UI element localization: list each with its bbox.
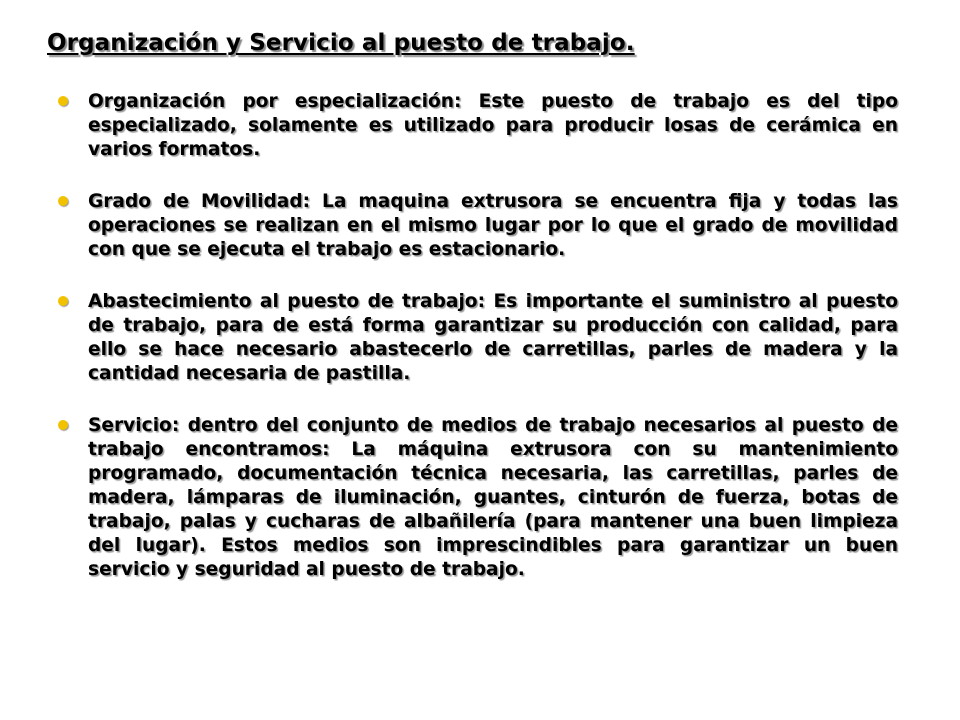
slide-title: Organización y Servicio al puesto de trabajo. (47, 30, 635, 56)
bullet-item-abastecimiento (58, 290, 898, 386)
bullet-item-movilidad (58, 190, 898, 262)
bullet-list (58, 90, 898, 610)
bullet-item-servicio (58, 414, 898, 582)
bullet-text: Abastecimiento al puesto de trabajo: Es importante el suministro al puesto de trabajo, para de está forma garantizar su producción con calidad, para ello se hace necesario abastecerlo de carretillas, parles de madera y la cantidad necesaria de pastilla. (88, 291, 898, 384)
bullet-text: Grado de Movilidad: La maquina extrusora se encuentra fija y todas las operaciones se realizan en el mismo lugar por lo que el grado de movilidad con que se ejecuta el trabajo es estacionario. (88, 191, 898, 260)
bullet-item-especializacion (58, 90, 898, 162)
bullet-dot-icon (58, 196, 68, 206)
bullet-dot-icon (58, 96, 68, 106)
bullet-text: Organización por especialización: Este puesto de trabajo es del tipo especializado, solamente es utilizado para producir losas de cerámica en varios formatos. (88, 91, 898, 160)
bullet-text: Servicio: dentro del conjunto de medios de trabajo necesarios al puesto de trabajo encontramos: La máquina extrusora con su mantenimiento programado, documentación técnica necesaria, las carretillas, parles de madera, lámparas de iluminación, guantes, cinturón de fuerza, botas de trabajo, palas y cucharas de albañilería (para mantener una buen limpieza del lugar). Estos medios son imprescindibles para garantizar un buen servicio y seguridad al puesto de trabajo. (88, 415, 898, 580)
bullet-dot-icon (58, 420, 68, 430)
bullet-dot-icon (58, 296, 68, 306)
